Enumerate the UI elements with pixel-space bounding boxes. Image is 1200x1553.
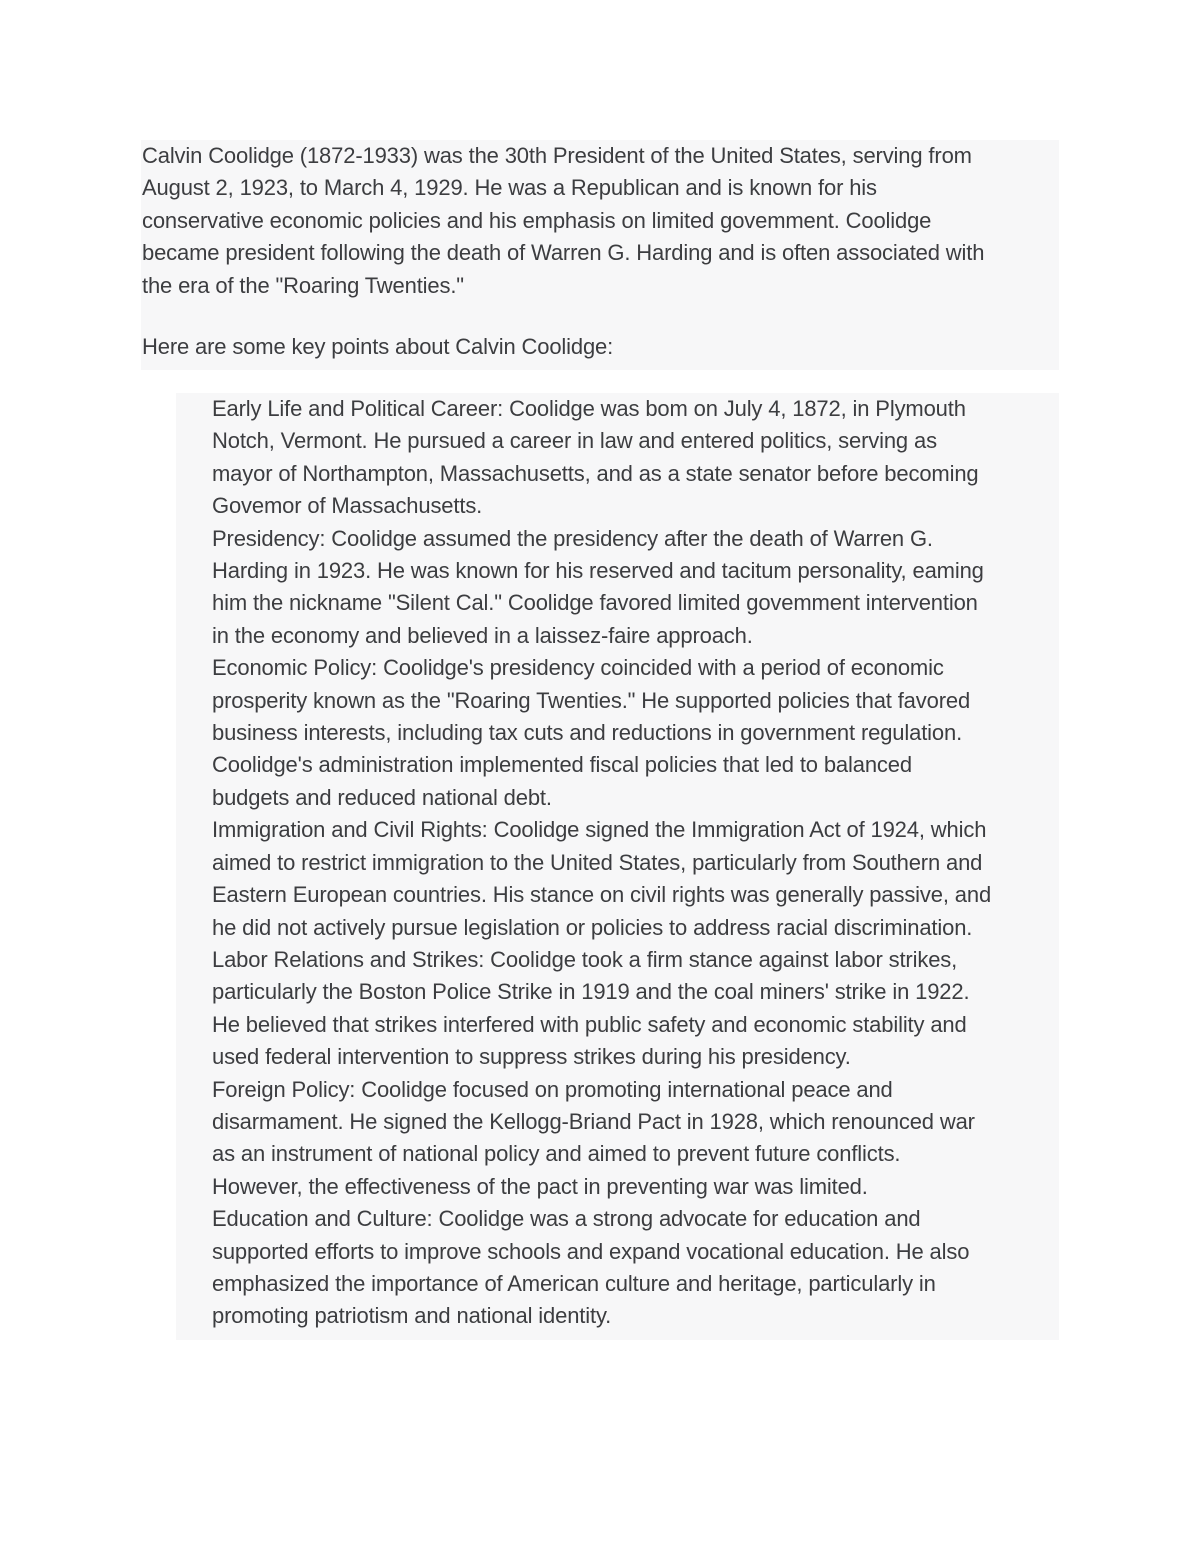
item-line: as an instrument of national policy and aimed to prevent future conflicts. [212,1141,901,1167]
item-line: he did not actively pursue legislation or policies to address racial discrimination. [212,914,973,940]
item-line: prosperity known as the "Roaring Twenties." He supported policies that favored [212,687,971,713]
intro-line: the era of the "Roaring Twenties." [142,272,464,298]
item-line: However, the effectiveness of the pact in preventing war was limited. [212,1173,868,1199]
item-line: emphasized the importance of American culture and heritage, particularly in [212,1270,936,1296]
list-item [212,652,1059,814]
item-line: supported efforts to improve schools and expand vocational education. He also [212,1238,970,1264]
item-line: mayor of Northampton, Massachusetts, and as a state senator before becoming [212,460,979,486]
item-line: in the economy and believed in a laissez-faire approach. [212,622,753,648]
item-line: budgets and reduced national debt. [212,784,552,810]
item-line: him the nickname "Silent Cal." Coolidge favored limited govemment intervention [212,590,978,616]
intro-paragraph [142,140,1059,302]
item-line: Foreign Policy: Coolidge focused on promoting international peace and [212,1076,893,1102]
item-line: Education and Culture: Coolidge was a strong advocate for education and [212,1206,921,1232]
item-line: Economic Policy: Coolidge's presidency coincided with a period of economic [212,655,944,681]
intro-line: conservative economic policies and his emphasis on limited govemment. Coolidge [142,207,932,233]
item-line: disarmament. He signed the Kellogg-Briand Pact in 1928, which renounced war [212,1108,975,1134]
item-line: He believed that strikes interfered with public safety and economic stability and [212,1011,967,1037]
key-points-list [212,393,1059,1333]
key-points-block [176,393,1059,1340]
list-item [212,523,1059,653]
item-line: Govemor of Massachusetts. [212,493,483,519]
item-line: used federal intervention to suppress strikes during his presidency. [212,1044,851,1070]
item-line: Early Life and Political Career: Coolidge was bom on July 4, 1872, in Plymouth [212,396,966,421]
item-line: promoting patriotism and national identity. [212,1303,612,1329]
intro-line: Calvin Coolidge (1872-1933) was the 30th President of the United States, serving from [142,143,972,168]
item-line: business interests, including tax cuts and reductions in government regulation. [212,720,963,746]
list-item [212,944,1059,1074]
intro-line: August 2, 1923, to March 4, 1929. He was a Republican and is known for his [142,175,877,201]
intro-line: became president following the death of Warren G. Harding and is often associated with [142,240,985,266]
list-lead-text: Here are some key points about Calvin Coolidge: [142,334,614,359]
list-item [212,1203,1059,1333]
item-line: Immigration and Civil Rights: Coolidge signed the Immigration Act of 1924, which [212,817,987,843]
item-line: Labor Relations and Strikes: Coolidge took a firm stance against labor strikes, [212,946,958,972]
item-line: Coolidge's administration implemented fiscal policies that led to balanced [212,752,912,778]
item-line: Harding in 1923. He was known for his reserved and tacitum personality, eaming [212,558,984,584]
item-line: aimed to restrict immigration to the United States, particularly from Southern and [212,849,983,875]
item-line: Presidency: Coolidge assumed the presidency after the death of Warren G. [212,525,933,551]
list-item [212,393,1059,523]
item-line: Eastern European countries. His stance on civil rights was generally passive, and [212,882,992,908]
list-item [212,1074,1059,1204]
item-line: particularly the Boston Police Strike in 1919 and the coal miners' strike in 1922. [212,979,970,1005]
list-item [212,814,1059,944]
item-line: Notch, Vermont. He pursued a career in law and entered politics, serving as [212,428,937,454]
